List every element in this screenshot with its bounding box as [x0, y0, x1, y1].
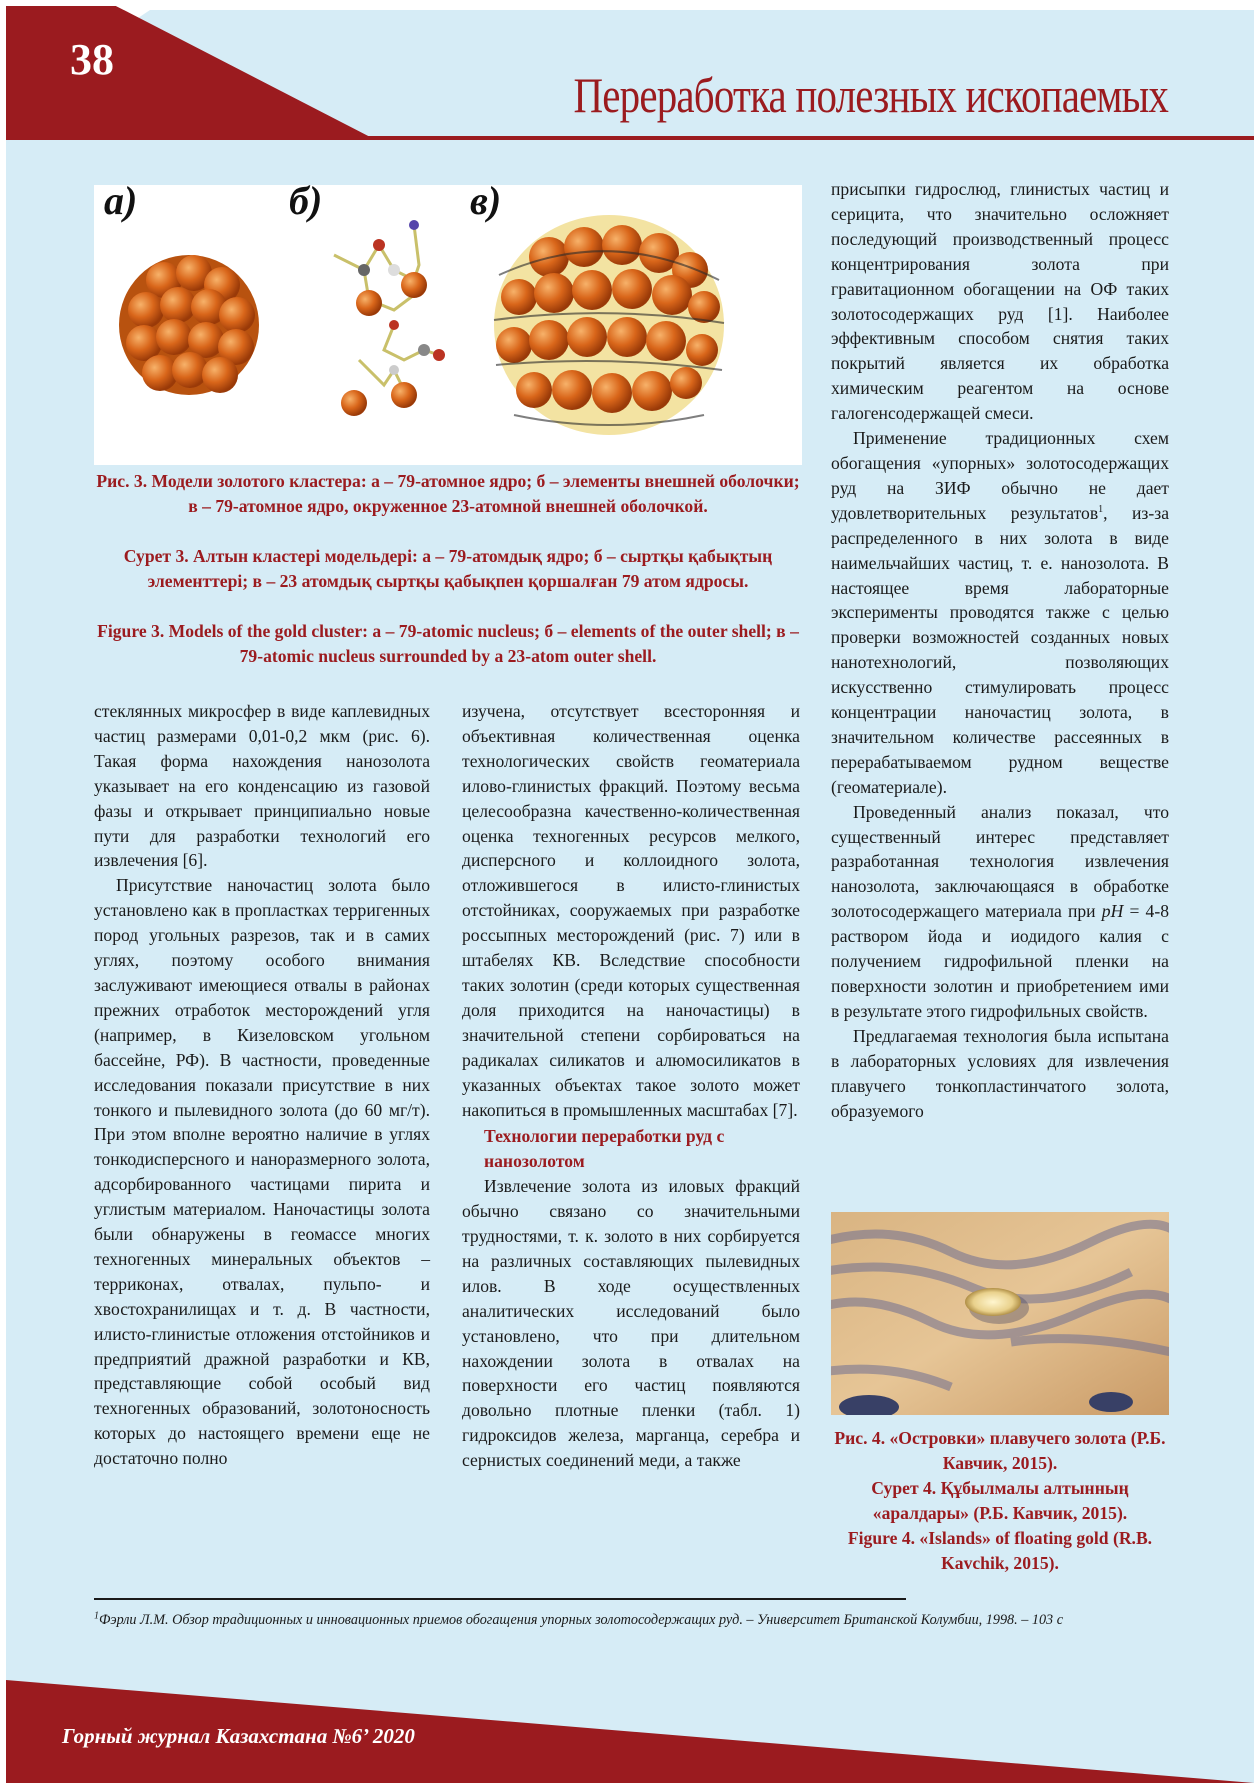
paragraph: Применение традиционных схем обогащения «упорных» золотосодержащих руд на ЗИФ обычно не дает удовлетворительных результатов$^1$, из-за распределенного в них золота в виде наимельчайших частиц, т. е. нанозолота. В настоящее время лабораторные эксперименты проводятся также с целью проверки возможностей созданных новых нанотехнологий, позволяющих искусственно стимулировать процесс концентрации наночастиц золота, в значительном количестве рассеянных в перерабатываемом рудном веществе (геоматериале). [831, 428, 1169, 797]
text-column-1 [94, 699, 430, 1471]
paragraph: Предлагаемая технология была испытана в лабораторных условиях для извлечения плавучего тонкопластинчатого золота, образуемого [831, 1025, 1169, 1121]
figure-3-image [94, 178, 802, 465]
figure-3-label-a: а) [104, 178, 138, 223]
page-number: 38 [70, 35, 114, 84]
figure-3-caption-ru: Рис. 3. Модели золотого кластера: а – 79-атомное ядро; б – элементы внешней оболочки; в – 79-атомное ядро, окруженное 23-атомной внешней оболочкой. [96, 471, 800, 516]
paragraph: присыпки гидрослюд, глинистых частиц и серицита, что значительно осложняет последующий производственный процесс концентрирования золота при гравитационном обогащении на ОФ таких золотосодержащих руд [1]. Наиболее эффективным способом снятия таких покрытий является их обработка химическим реагентом на основе галогенсодержащей смеси. [831, 179, 1169, 424]
figure-4-caption-ru: Рис. 4. «Островки» плавучего золота (Р.Б. Кавчик, 2015). [834, 1428, 1166, 1473]
text-column-3 [831, 177, 1169, 1123]
figure-3-caption-en: Figure 3. Models of the gold cluster: а – 79-atomic nucleus; б – elements of the outer shell; в – 79-atomic nucleus surrounded by a 23-atom outer shell. [97, 621, 799, 666]
figure-3-caption-kz: Сурет 3. Алтын кластері модельдері: а – 79-атомдық ядро; б – сыртқы қабықтың элементтері; в – 23 атомдық сыртқы қабықпен қоршалған 79 атом ядросы. [123, 546, 773, 591]
figure-4-image [831, 1212, 1169, 1415]
figure-4-caption-en: Figure 4. «Islands» of floating gold (R.B. Kavchik, 2015). [847, 1528, 1153, 1573]
paragraph: Проведенный анализ показал, что существенный интерес представляет разработанная технология извлечения нанозолота, заключающаяся в обработке золотосодержащего материала при pH = 4-8 раствором йода и иодидого калия с получением гидрофильной пленки на поверхности золотин и приобретением ими в результате этого гидрофильных свойств. [831, 801, 1170, 1021]
footnote-marker: 1 [1098, 503, 1104, 515]
figure-3-label-b: б) [289, 178, 323, 223]
figure-3-label-c: в) [470, 178, 502, 223]
figure-4-caption-kz: Сурет 4. Құбылмалы алтынның «аралдары» (Р.Б. Кавчик, 2015). [871, 1478, 1129, 1523]
footnote: $^1$Фэрли Л.М. Обзор традиционных и инновационных приемов обогащения упорных золотосодержащих руд. – Университет Британской Колумбии, 1998. – 103 с [94, 1610, 1063, 1628]
footnote-marker: 1 [94, 1610, 99, 1622]
paragraph: Присутствие наночастиц золота было установлено как в пропластках терригенных пород угольных разрезов, так и в самих углях, поэтому особого внимания заслуживают имеющиеся отвалы в районах прежних отработок месторождений угля (например, в Кизеловском угольном бассейне, РФ). В частности, проведенные исследования показали присутствие в них тонкого и пылевидного золота (до 60 мг/т). При этом вполне вероятно наличие в углях тонкодисперсного и наноразмерного золота, адсорбированного частицами пирита и углистым материалом. Наночастицы золота были обнаружены в геомассе многих техногенных минеральных объектов – терриконах, отвалах, пульпо- и хвостохранилищах и т. д. В частности, илисто-глинистые отложения отстойников и предприятий дражной разработки и КВ, представляющие собой особый вид техногенных образований, золотоносность которых до настоящего времени еще не достаточно полно [94, 875, 430, 1469]
footer-band [6, 1652, 1254, 1783]
paragraph: стеклянных микросфер в виде каплевидных частиц размерами 0,01-0,2 мкм (рис. 6). Такая форма нахождения нанозолота указывает на его конденсацию из газовой фазы и открывает принципиально новые пути для разработки технологий его извлечения [6]. [94, 701, 430, 871]
section-title: Переработка полезных ископаемых [573, 67, 1168, 123]
paragraph: изучена, отсутствует всесторонняя и объективная количественная оценка технологических свойств геоматериала илово-глинистых фракций. Поэтому весьма целесообразна качественно-количественная оценка техногенных ресурсов мелкого, дисперсного и коллоидного золота, отложившегося в илисто-глинистых отстойниках, сооружаемых при разработке россыпных месторождений (рис. 7) или в штабелях КВ. Вследствие способности таких золотин (среди которых существенная доля приходится на наночастицы) в значительной степени сорбироваться на радикалах силикатов и алюмосиликатов в указанных объектах такое золото может накопиться в промышленных масштабах [7]. [462, 701, 800, 1120]
paragraph: Извлечение золота из иловых фракций обычно связано со значительными трудностями, т. к. золото в них сорбируется на различных составляющих пылевидных илов. В ходе осуществленных аналитических исследований было установлено, что при длительном нахождении золота в отвалах на поверхности его частиц появляются довольно плотные пленки (табл. 1) гидроксидов железа, марганца, серебра и сернистых соединений меди, а также [462, 1176, 800, 1471]
footnote-rule [94, 1598, 906, 1600]
text-column-2 [462, 699, 800, 1473]
journal-name: Горный журнал Казахстана №6’ 2020 [62, 1724, 415, 1748]
section-heading: Технологии переработки руд с нанозолотом [484, 1126, 725, 1172]
